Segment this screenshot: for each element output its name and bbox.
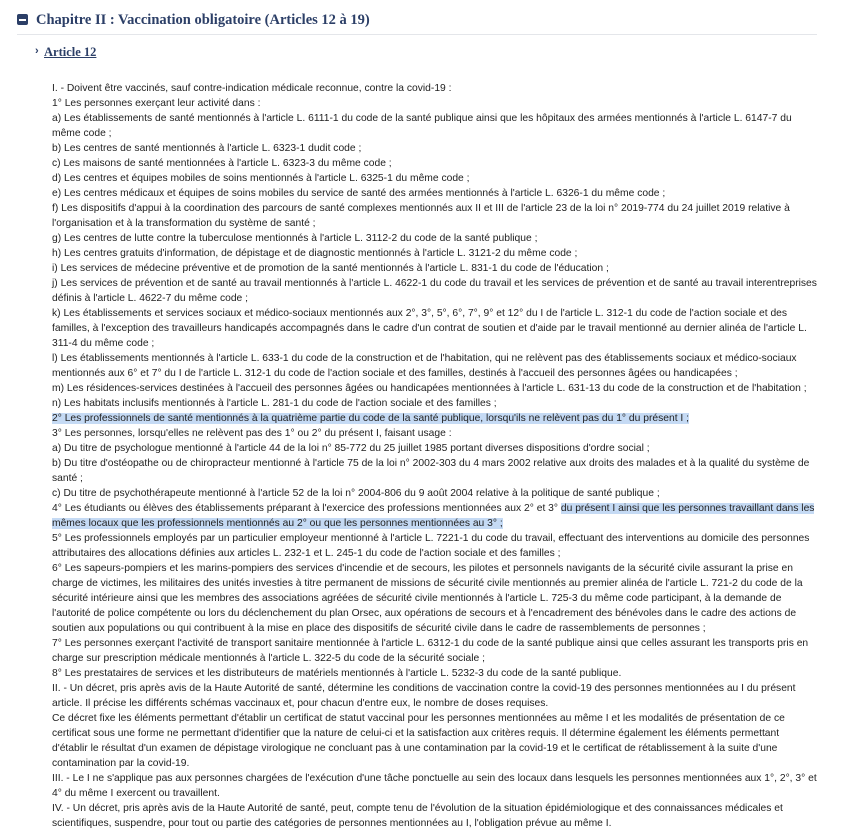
- chevron-right-icon: ›: [35, 45, 39, 57]
- chapter-header[interactable]: [17, 12, 817, 35]
- article-paragraph: [52, 231, 817, 246]
- paragraph-text: d) Les centres et équipes mobiles de soins mentionnés à l'article L. 6325-1 du même code ;: [52, 173, 470, 184]
- paragraph-text: b) Les centres de santé mentionnés à l'article L. 6323-1 dudit code ;: [52, 143, 362, 154]
- article-paragraph: [52, 486, 817, 501]
- highlighted-text: 2° Les professionnels de santé mentionnés à la quatrième partie du code de la santé publique, lorsqu'ils ne relèvent pas du 1° du présent I ;: [52, 413, 689, 424]
- article-paragraph: [52, 561, 817, 636]
- article-paragraph: [52, 426, 817, 441]
- article-paragraph: [52, 411, 817, 426]
- paragraph-text: i) Les services de médecine préventive et de promotion de la santé mentionnés à l'article L. 831-1 du code de l'éducation ;: [52, 263, 609, 274]
- paragraph-text: 7° Les personnes exerçant l'activité de transport sanitaire mentionnée à l'article L. 6312-1 du code de la santé publique ainsi que celles assurant les transports pris en charge sur prescription médicale mentionnés à l'article L. 322-5 du code de la sécurité sociale ;: [52, 638, 809, 664]
- article-paragraph: [52, 681, 817, 711]
- article-paragraph: [52, 801, 817, 831]
- paragraph-text: I. - Doivent être vaccinés, sauf contre-indication médicale reconnue, contre la covid-19 :: [52, 83, 452, 94]
- article-paragraph: [52, 81, 817, 96]
- paragraph-text: f) Les dispositifs d'appui à la coordination des parcours de santé complexes mentionnés aux II et III de l'article 23 de la loi n° 2019-774 du 24 juillet 2019 relative à l'organisation et à la transformation du système de santé ;: [52, 203, 790, 229]
- paragraph-text: 6° Les sapeurs-pompiers et les marins-pompiers des services d'incendie et de secours, les pilotes et personnels navigants de la sécurité civile assurant la prise en charge de victimes, les militaires des unités investies à titre permanent de missions de sécurité civile mentionnés au premier alinéa de l'article L. 721-2 du code de la sécurité intérieure ainsi que les membres des associations agréées de sécurité civile mentionnés à l'article L. 725-3 du même code participant, à la demande de l'autorité de police compétente ou lors du déclenchement du plan Orsec, aux opérations de secours et à l'encadrement des bénévoles dans le cadre des actions de soutien aux populations ou qui contribuent à la mise en place des dispositifs de sécurité civile dans le cadre de rassemblements de personnes ;: [52, 563, 803, 634]
- article-paragraph: [52, 201, 817, 231]
- paragraph-text: a) Du titre de psychologue mentionné à l'article 44 de la loi n° 85-772 du 25 juillet 1985 portant diverses dispositions d'ordre social ;: [52, 443, 650, 454]
- article-paragraph: [52, 276, 817, 306]
- paragraph-text: m) Les résidences-services destinées à l'accueil des personnes âgées ou handicapées mentionnées à l'article L. 631-13 du code de la construction et de l'habitation ;: [52, 383, 807, 394]
- paragraph-text: e) Les centres médicaux et équipes de soins mobiles du service de santé des armées mentionnés à l'article L. 6326-1 du même code ;: [52, 188, 666, 199]
- paragraph-text: g) Les centres de lutte contre la tuberculose mentionnés à l'article L. 3112-2 du code de la santé publique ;: [52, 233, 538, 244]
- paragraph-text: l) Les établissements mentionnés à l'article L. 633-1 du code de la construction et de l'habitation, qui ne relèvent pas des établissements sociaux et médico-sociaux mentionnés aux 6° et 7° du I de l'article L. 312-1 du code de l'action sociale et des familles, destinés à l'accueil des personnes âgées ou handicapées ;: [52, 353, 797, 379]
- article-paragraph: [52, 501, 817, 531]
- chapter-title[interactable]: Chapitre II : Vaccination obligatoire (Articles 12 à 19): [36, 12, 370, 28]
- collapse-minus-icon[interactable]: [17, 14, 28, 25]
- article-paragraph: [52, 381, 817, 396]
- paragraph-text: III. - Le I ne s'applique pas aux personnes chargées de l'exécution d'une tâche ponctuelle au sein des locaux dans lesquels les personnes mentionnées aux 1°, 2°, 3° et 4° du même I exercent ou travaillent.: [52, 773, 817, 799]
- paragraph-text: h) Les centres gratuits d'information, de dépistage et de diagnostic mentionnés à l'article L. 3121-2 du même code ;: [52, 248, 578, 259]
- article-paragraph: [52, 396, 817, 411]
- article-paragraph: [52, 186, 817, 201]
- paragraph-text: 3° Les personnes, lorsqu'elles ne relèvent pas des 1° ou 2° du présent I, faisant usage :: [52, 428, 452, 439]
- highlighted-text: du présent I ainsi que les personnes travaillant dans les mêmes locaux que les professionnels mentionnés au 2° ou que les personnes mentionnées au 3° ;: [52, 503, 815, 529]
- article-paragraph: [52, 171, 817, 186]
- paragraph-text: 5° Les professionnels employés par un particulier employeur mentionné à l'article L. 7221-1 du code du travail, effectuant des interventions au domicile des personnes attributaires des allocations définies aux articles L. 232-1 et L. 245-1 du code de l'action sociale et des familles ;: [52, 533, 810, 559]
- article-paragraph: [52, 111, 817, 141]
- article-paragraph: [52, 636, 817, 666]
- paragraph-text: c) Du titre de psychothérapeute mentionné à l'article 52 de la loi n° 2004-806 du 9 août 2004 relative à la politique de santé publique ;: [52, 488, 660, 499]
- paragraph-text: IV. - Un décret, pris après avis de la Haute Autorité de santé, peut, compte tenu de l'évolution de la situation épidémiologique et des connaissances médicales et scientifiques, suspendre, pour tout ou partie des catégories de personnes mentionnées au I, l'obligation prévue au même I.: [52, 803, 783, 829]
- paragraph-text: b) Du titre d'ostéopathe ou de chiropracteur mentionné à l'article 75 de la loi n° 2002-303 du 4 mars 2002 relative aux droits des malades et à la qualité du système de santé ;: [52, 458, 810, 484]
- paragraph-text: c) Les maisons de santé mentionnées à l'article L. 6323-3 du même code ;: [52, 158, 392, 169]
- article-link[interactable]: Article 12: [44, 45, 97, 59]
- paragraph-text: k) Les établissements et services sociaux et médico-sociaux mentionnés aux 2°, 3°, 5°, 6°, 7°, 9° et 12° du I de l'article L. 312-1 du code de l'action sociale et des familles, à l'exception des travailleurs handicapés accompagnés dans le cadre d'un contrat de soutien et d'aide par le travail mentionné au dernier alinéa de l'article L. 311-4 du même code ;: [52, 308, 807, 349]
- article-paragraph: [52, 441, 817, 456]
- article-content: [52, 81, 817, 831]
- article-paragraph: [52, 666, 817, 681]
- article-paragraph: [52, 246, 817, 261]
- article-paragraph: [52, 156, 817, 171]
- paragraph-text: 4° Les étudiants ou élèves des établissements préparant à l'exercice des professions mentionnées aux 2° et 3°: [52, 503, 561, 514]
- article-paragraph: [52, 711, 817, 771]
- paragraph-text: 1° Les personnes exerçant leur activité dans :: [52, 98, 261, 109]
- article-paragraph: [52, 456, 817, 486]
- paragraph-text: 8° Les prestataires de services et les distributeurs de matériels mentionnés à l'article L. 5232-3 du code de la santé publique.: [52, 668, 622, 679]
- paragraph-text: Ce décret fixe les éléments permettant d'établir un certificat de statut vaccinal pour les personnes mentionnées au même I et les modalités de présentation de ce certificat sous une forme ne permettant d'identifier que la nature de celui-ci et la satisfaction aux critères requis. Il détermine également les éléments permettant d'établir le résultat d'un examen de dépistage virologique ne concluant pas à une contamination par la covid-19 et le certificat de rétablissement à la suite d'une contamination par la covid-19.: [52, 713, 785, 769]
- article-paragraph: [52, 96, 817, 111]
- article-paragraph: [52, 261, 817, 276]
- paragraph-text: II. - Un décret, pris après avis de la Haute Autorité de santé, détermine les conditions de vaccination contre la covid-19 des personnes mentionnées au I du présent article. Il précise les différents schémas vaccinaux et, pour chacun d'entre eux, le nombre de doses requises.: [52, 683, 796, 709]
- article-paragraph: [52, 771, 817, 801]
- article-paragraph: [52, 141, 817, 156]
- paragraph-text: n) Les habitats inclusifs mentionnés à l'article L. 281-1 du code de l'action sociale et des familles ;: [52, 398, 497, 409]
- article-paragraph: [52, 531, 817, 561]
- article-paragraph: [52, 351, 817, 381]
- paragraph-text: j) Les services de prévention et de santé au travail mentionnés à l'article L. 4622-1 du code du travail et les services de prévention et de santé au travail interentreprises définis à l'article L. 4622-7 du même code ;: [52, 278, 817, 304]
- paragraph-text: a) Les établissements de santé mentionnés à l'article L. 6111-1 du code de la santé publique ainsi que les hôpitaux des armées mentionnés à l'article L. 6147-7 du même code ;: [52, 113, 792, 139]
- article-paragraph: [52, 306, 817, 351]
